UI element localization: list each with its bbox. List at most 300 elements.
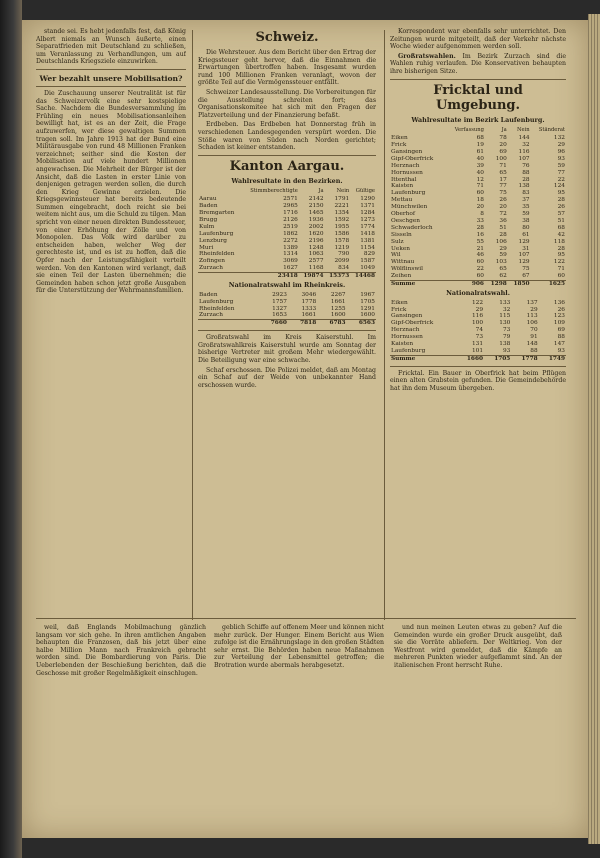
table-header-cell: Ja	[318, 188, 324, 195]
table-cell: Laufenburg	[199, 230, 234, 237]
table-cell: 123	[553, 313, 565, 320]
table-cell: Wölflinswil	[391, 266, 424, 273]
table-cell: 106	[526, 320, 538, 327]
table-cell: Ueken	[391, 245, 410, 252]
table-cell: 1154	[360, 244, 375, 251]
table-cell: 60	[476, 273, 484, 280]
page-edges	[588, 14, 600, 844]
article-heading-mobilisation: Wer bezahlt unsere Mobilisation?	[39, 73, 183, 83]
table-cell: Frick	[391, 141, 407, 148]
table-cell: 1620	[308, 230, 324, 237]
table-cell: 31	[522, 245, 530, 252]
table-cell: 1967	[360, 291, 375, 298]
table-cell: 59	[557, 162, 565, 169]
bottom-column-a	[36, 624, 206, 824]
column-left	[36, 28, 186, 622]
table-cell: 12	[476, 176, 484, 183]
table-cell: 28	[522, 176, 530, 183]
table-cell: 2196	[308, 237, 324, 244]
results-table-rheinkreis	[198, 292, 376, 328]
table-cell: 1290	[360, 196, 375, 203]
table-cell: 1627	[283, 265, 298, 272]
table-cell: 2002	[308, 223, 324, 230]
table-cell: 1248	[308, 244, 324, 251]
table-cell: Gansingen	[391, 148, 423, 155]
paragraph-erdbeben: Erdbeben. Das Erdbeben hat Donnerstag früh in verschiedenen Landesgegenden verspürt worden. Die Stöße waren von Süden nach Norden gerichtet; Schaden ist keiner entstanden.	[198, 121, 376, 152]
book-spine	[0, 0, 22, 858]
table-cell: 7660	[259, 320, 288, 327]
table-cell: 28	[476, 224, 484, 231]
table-cell: 23418	[241, 273, 298, 280]
table-cell: Laufenburg	[391, 190, 426, 197]
table-cell: 1757	[272, 298, 287, 305]
table-cell: 26	[499, 197, 507, 204]
table-cell: Hornussen	[391, 334, 423, 341]
table-cell: 2150	[308, 203, 324, 210]
table-cell: 1389	[283, 244, 298, 251]
table-subheading-bezirke: Wahlresultate in den Bezirken.	[231, 176, 343, 185]
table-cell: 7818	[288, 320, 317, 327]
table-cell: 1936	[308, 216, 324, 223]
table-row	[390, 197, 566, 204]
table-row	[390, 170, 566, 177]
table-cell: 2519	[283, 223, 298, 230]
table-cell: Herznach	[391, 162, 420, 169]
table-cell: Zurzach	[199, 312, 224, 319]
table-cell: 1168	[308, 265, 324, 272]
table-cell	[198, 273, 241, 280]
table-cell: 88	[522, 169, 530, 176]
table-cell: 79	[502, 334, 511, 341]
table-cell: 1273	[360, 216, 375, 223]
table-cell	[198, 320, 259, 327]
table-row	[198, 231, 376, 238]
table-header-cell: Ständerat	[538, 127, 565, 134]
table-row	[198, 203, 376, 210]
table-cell: Sulz	[391, 238, 404, 245]
table-cell: 138	[518, 183, 530, 190]
table-cell: 20	[499, 141, 507, 148]
table-cell: Eiken	[391, 299, 408, 306]
table-row	[390, 307, 566, 314]
table-cell: 118	[553, 238, 565, 245]
table-cell: 1578	[334, 237, 350, 244]
table-row	[390, 252, 566, 259]
table-cell: 68	[476, 135, 484, 142]
table-cell: 129	[518, 238, 530, 245]
bottom-column-c	[394, 624, 562, 824]
table-cell: Hornussen	[391, 169, 423, 176]
table-cell: 3069	[283, 258, 298, 265]
table-row	[390, 239, 566, 246]
table-cell: 21	[476, 245, 484, 252]
section-heading-schweiz: Schweiz.	[255, 30, 319, 45]
table-cell: 132	[553, 135, 565, 142]
table-cell: 35	[522, 204, 530, 211]
table-subheading-laufenburg: Wahlresultate im Bezirk Laufenburg.	[411, 115, 545, 124]
table-cell: 1586	[334, 230, 350, 237]
table-row	[390, 149, 566, 156]
table-row	[198, 245, 376, 252]
paragraph-landesausstellung: Schweizer Landesausstellung. Die Vorbereitungen für die Ausstellung schreiten fort; das Organisationskomitee hat sich mit den Fragen der Platzverteilung und der Finanzierung befaßt.	[198, 88, 376, 119]
table-row	[390, 225, 566, 232]
table-row	[198, 292, 376, 299]
table-cell: 144	[518, 135, 530, 142]
table-cell: Rheinfelden	[199, 305, 235, 312]
table-cell: 26	[557, 204, 565, 211]
table-cell: 1600	[360, 312, 375, 319]
table-cell: 26	[557, 306, 565, 313]
table-cell: 2142	[308, 196, 324, 203]
table-cell: 834	[338, 265, 350, 272]
table-cell: 130	[499, 320, 511, 327]
table-cell: 17	[499, 176, 507, 183]
table-row	[390, 259, 566, 266]
table-cell: 1778	[301, 298, 317, 305]
table-cell: Aarau	[199, 196, 217, 203]
table-row	[390, 300, 566, 307]
table-cell: 46	[476, 252, 484, 259]
table-cell: 1661	[301, 312, 317, 319]
note-grossratswahlen	[390, 53, 566, 76]
table-cell: Sisseln	[391, 231, 412, 238]
note-heading: Großratswahlen.	[398, 52, 456, 60]
table-cell: 69	[499, 148, 507, 155]
table-header-cell: Gültige	[355, 188, 375, 195]
table-cell: 65	[499, 169, 507, 176]
table-cell: 1592	[334, 216, 350, 223]
table-cell: 2126	[283, 216, 298, 223]
table-row	[390, 163, 566, 170]
table-header-cell: Nein	[336, 188, 350, 195]
table-cell: 1850	[508, 281, 531, 288]
paragraph-wehrsteuer: Die Wehrsteuer. Aus dem Bericht über den Ertrag der Kriegssteuer geht hervor, daß die Einnahmen die Erwartungen übertroffen haben. Insgesamt wurden rund 100 Millionen Franken veranlagt, wovon der größte Teil auf die Vermögenssteuer entfällt.	[198, 49, 376, 87]
table-cell: 69	[557, 327, 565, 334]
table-cell: 14468	[350, 273, 376, 280]
table-cell: 22	[557, 176, 565, 183]
table-cell: 1381	[360, 237, 375, 244]
table-header-cell	[390, 126, 446, 135]
table-cell: 906	[446, 281, 485, 288]
table-cell: 2221	[334, 203, 350, 210]
table-cell: 137	[526, 299, 538, 306]
table-cell: 1749	[539, 355, 566, 362]
table-cell: 83	[522, 190, 530, 197]
table-cell: 129	[518, 259, 530, 266]
table-cell: 2099	[334, 258, 350, 265]
table-cell: Frick	[391, 306, 407, 313]
bottom-text-a: weil, daß Englands Mobilmachung gänzlich langsam vor sich gehe. In ihren amtlichen Angaben behaupten die Franzosen, daß bis jetzt über eine halbe Million Mann nach Frankreich gebracht worden sind. Die Bombardierung von Paris. Die Ueberlebenden der Beschießung berichten, daß die Geschosse mit großer Regelmäßigkeit einschlugen.	[36, 624, 206, 677]
table-cell: 77	[557, 169, 565, 176]
table-cell: 1862	[283, 230, 298, 237]
table-cell: 32	[522, 141, 530, 148]
table-cell: 6783	[317, 320, 346, 327]
table-cell: 93	[557, 155, 565, 162]
table-cell: 116	[518, 148, 530, 155]
table-subheading-nationalrat: Nationalratswahl.	[446, 289, 510, 297]
table-cell: 38	[522, 217, 530, 224]
section-divider	[36, 618, 576, 619]
table-cell: 91	[530, 334, 538, 341]
table-cell: 68	[557, 224, 565, 231]
results-table-nationalrat	[390, 300, 566, 363]
table-cell: 2267	[330, 291, 346, 298]
table-cell: 829	[363, 251, 375, 258]
table-cell: 116	[471, 313, 484, 320]
table-cell: 1661	[330, 298, 346, 305]
table-cell: 1291	[360, 305, 375, 312]
table-cell: Oeschgen	[391, 217, 421, 224]
table-cell: 62	[499, 273, 507, 280]
table-row	[390, 190, 566, 197]
table-cell: Oberhof	[391, 211, 416, 218]
table-cell: 1465	[308, 210, 324, 217]
table-cell: 72	[499, 211, 507, 218]
table-cell: 28	[499, 231, 507, 238]
table-row	[390, 273, 566, 280]
table-cell: Bremgarten	[199, 210, 235, 217]
table-cell: 1063	[308, 251, 324, 258]
table-cell: Rheinfelden	[199, 251, 235, 258]
table-cell: 19	[476, 141, 484, 148]
table-cell: 57	[557, 211, 565, 218]
table-cell: 51	[557, 217, 565, 224]
table-cell: 107	[518, 252, 530, 259]
table-cell: 131	[471, 341, 484, 348]
table-cell: 67	[522, 273, 530, 280]
table-cell: 1371	[360, 203, 375, 210]
table-row	[390, 135, 566, 142]
table-cell: 16	[476, 231, 484, 238]
table-row	[390, 183, 566, 190]
table-cell: 28	[557, 197, 565, 204]
table-total-row	[198, 273, 376, 280]
table-cell: 32	[502, 306, 511, 313]
table-row	[390, 334, 566, 341]
table-cell: 122	[471, 299, 484, 306]
table-row	[198, 258, 376, 265]
table-row	[390, 204, 566, 211]
table-cell: 136	[553, 299, 565, 306]
table-total-row	[390, 355, 566, 362]
table-cell: 1255	[330, 305, 346, 312]
table-row	[390, 313, 566, 320]
table-cell: Eiken	[391, 135, 408, 142]
table-cell: 88	[557, 334, 565, 341]
table-cell: 106	[495, 238, 507, 245]
table-row	[390, 327, 566, 334]
table-cell: 71	[499, 162, 507, 169]
table-cell: Muri	[199, 244, 214, 251]
table-cell: 74	[475, 327, 484, 334]
table-row	[390, 156, 566, 163]
table-cell: 1705	[360, 298, 375, 305]
table-cell: 22	[476, 266, 484, 273]
table-total-row	[390, 281, 566, 288]
table-cell: 100	[471, 320, 484, 327]
table-cell: Kaisten	[391, 183, 414, 190]
table-cell: 71	[476, 183, 484, 190]
table-cell: 60	[476, 190, 484, 197]
table-cell: 42	[557, 231, 565, 238]
table-header-cell: Stimmberechtigte	[250, 188, 298, 195]
table-cell: 1049	[360, 265, 375, 272]
table-cell: 73	[502, 327, 511, 334]
table-cell: 107	[518, 155, 530, 162]
table-cell: 15373	[325, 273, 351, 280]
column-right-intro: Korrespondent war ebenfalls sehr unterrichtet. Den Zeitungen wurde mitgeteilt, daß der Verkehr nächste Woche wieder aufgenommen werden soll.	[390, 28, 566, 51]
table-row	[198, 217, 376, 224]
table-cell: 109	[553, 320, 565, 327]
table-cell: Kulm	[199, 223, 215, 230]
paragraph-grossratswahl: Großratswahl im Kreis Kaiserstuhl. Im Großratswahlkreis Kaiserstuhl wurde am Sonntag der bisherige Vertreter mit großem Mehr wiedergewählt. Die Beteiligung war eine schwache.	[198, 334, 376, 364]
table-cell: Gipf-Oberfrick	[391, 155, 434, 162]
table-cell: 1354	[334, 210, 350, 217]
table-row	[198, 196, 376, 203]
table-cell: 100	[495, 155, 507, 162]
table-cell: 1660	[457, 355, 484, 362]
table-cell: Baden	[199, 291, 218, 298]
table-cell: 2571	[283, 196, 298, 203]
table-cell: 29	[530, 306, 538, 313]
table-cell: Brugg	[199, 216, 218, 223]
table-cell: 1774	[360, 223, 375, 230]
table-cell: 1327	[272, 305, 287, 312]
table-cell: 1219	[334, 244, 350, 251]
note-text: Im Bezirk Zurzach sind die Wahlen ruhig verlaufen. Die Konservativen behaupten ihre bisherigen Sitze.	[390, 52, 566, 75]
results-table-laufenburg	[390, 126, 566, 288]
table-cell: Lenzburg	[199, 237, 227, 244]
table-cell: 29	[475, 306, 484, 313]
table-cell: 1653	[272, 312, 287, 319]
table-cell: 73	[475, 334, 484, 341]
table-cell: 6563	[347, 320, 376, 327]
table-row	[390, 341, 566, 348]
table-cell: 1716	[283, 210, 298, 217]
column-divider	[192, 30, 193, 620]
table-cell: 790	[338, 251, 350, 258]
table-cell: 2577	[308, 258, 324, 265]
table-cell: Wil	[391, 252, 401, 259]
table-cell: 18	[476, 197, 484, 204]
table-cell: 95	[557, 252, 565, 259]
table-cell: 75	[499, 190, 507, 197]
table-cell: Ittenthal	[391, 176, 417, 183]
table-row	[390, 246, 566, 253]
table-cell: 80	[522, 224, 530, 231]
section-heading-fricktal: Fricktal und Umgebung.	[433, 82, 523, 113]
column-middle	[198, 28, 376, 622]
table-cell: Herznach	[391, 327, 420, 334]
table-row	[390, 232, 566, 239]
table-cell: 1778	[511, 355, 538, 362]
table-cell: 20	[476, 204, 484, 211]
table-cell: 113	[526, 313, 538, 320]
table-cell: Gansingen	[391, 313, 423, 320]
table-cell: 1625	[531, 281, 566, 288]
table-cell: Baden	[199, 203, 218, 210]
table-cell: Summe	[390, 281, 446, 288]
table-cell: 29	[557, 141, 565, 148]
table-header-cell	[198, 187, 241, 196]
table-total-row	[198, 320, 376, 327]
table-row	[198, 210, 376, 217]
article-body-mobilisation: Die Zuschauung unserer Neutralität ist für das Schweizervolk eine sehr kostspielige Sache. Nachdem die Bundesversammlung im Frühling ein neues Mobilisationsanleihen bewilligt hat, ist es an der Zeit, die Frage aufzuwerfen, wer diese gewaltigen Summen tragen soll. Im Jahre 1913 hat der Bund eine Militärausgabe von rund 48 Millionen Franken verzeichnet; seither sind die Kosten der Mobilisation auf viele hundert Millionen angewachsen. Die Mehrheit der Bürger ist der Ansicht, daß die Lasten in erster Linie von denjenigen getragen werden sollen, die durch den Krieg Gewinne erzielen. Die Kriegsgewinnsteuer hat bereits bedeutende Summen eingebracht, doch reicht sie bei weitem nicht aus, um die Schuld zu tilgen. Man spricht von einer neuen direkten Bundessteuer, von einer Erhöhung der Zölle und von Monopolen. Das Volk wird darüber zu entscheiden haben, welcher Weg der gerechteste ist, und es ist zu hoffen, daß die Opfer nach der Leistungsfähigkeit verteilt werden. Von den Kantonen wird verlangt, daß sie einen Teil der Lasten übernehmen; die Gemeinden haben schon jetzt große Ausgaben für die Unterstützung der Wehrmannsfamilien.	[36, 89, 186, 295]
table-cell: 65	[499, 266, 507, 273]
bottom-text-b: geblich Schiffe auf offenem Meer und können nicht mehr zurück. Der Hunger. Einem Bericht aus Wien zufolge ist die Ernährungslage in den großen Städten sehr ernst. Die Behörden haben neue Maßnahmen zur Verteilung der Lebensmittel getroffen; die Brotration wurde abermals herabgesetzt.	[214, 624, 384, 669]
table-cell: 39	[476, 162, 484, 169]
table-row	[390, 320, 566, 327]
table-row	[390, 177, 566, 184]
table-cell: Zofingen	[199, 258, 225, 265]
table-cell: 76	[522, 162, 530, 169]
table-cell: 77	[499, 183, 507, 190]
table-cell: 61	[476, 148, 484, 155]
table-subheading-rheinkreis: Nationalratswahl im Rheinkreis.	[228, 281, 346, 290]
table-row	[198, 299, 376, 306]
table-row	[198, 312, 376, 319]
table-cell: 61	[522, 231, 530, 238]
table-cell: 1791	[334, 196, 350, 203]
paragraph-fricktal: Fricktal. Ein Bauer in Oberfrick hat beim Pflügen einen alten Grabstein gefunden. Die Gemeindebehörde hat ihn dem Museum übergeben.	[390, 369, 566, 392]
table-cell: 75	[522, 266, 530, 273]
table-cell: 88	[530, 347, 538, 354]
table-cell: 3046	[301, 291, 317, 298]
results-table-bezirke	[198, 187, 376, 280]
table-cell: 96	[557, 148, 565, 155]
column-divider	[384, 30, 385, 620]
table-cell: 28	[557, 245, 565, 252]
table-cell: 78	[499, 135, 507, 142]
column-right	[390, 28, 566, 622]
table-cell: 1705	[484, 355, 511, 362]
table-cell: 1418	[360, 230, 375, 237]
table-cell: 59	[499, 252, 507, 259]
table-row	[198, 224, 376, 231]
table-cell: Schwaderloch	[391, 224, 433, 231]
table-header-cell: Ja	[501, 127, 507, 134]
table-cell: 115	[499, 313, 511, 320]
newspaper-page	[22, 20, 588, 838]
table-cell: Gipf-Oberfrick	[391, 320, 434, 327]
table-cell: 8	[480, 211, 484, 218]
table-cell: Zeihen	[391, 273, 412, 280]
table-cell: 1587	[360, 258, 375, 265]
table-cell: 1600	[330, 312, 346, 319]
table-cell: 40	[476, 155, 484, 162]
table-cell: 33	[476, 217, 484, 224]
table-cell: 133	[499, 299, 511, 306]
table-cell: 2923	[272, 291, 287, 298]
table-row	[390, 142, 566, 149]
table-cell: 55	[476, 238, 484, 245]
table-cell: 20	[499, 204, 507, 211]
table-cell: Summe	[390, 355, 457, 362]
table-cell: Zurzach	[199, 265, 224, 272]
table-cell: 2965	[283, 203, 298, 210]
table-row	[198, 306, 376, 313]
table-cell: 29	[499, 245, 507, 252]
paragraph-schaf: Schaf erschossen. Die Polizei meldet, daß am Montag ein Schaf auf der Weide von unbekannter Hand erschossen wurde.	[198, 366, 376, 389]
table-row	[198, 251, 376, 258]
table-cell: 101	[471, 347, 484, 354]
table-cell: 36	[499, 217, 507, 224]
table-cell: 138	[499, 341, 511, 348]
table-cell: 19874	[299, 273, 325, 280]
table-cell: 1333	[301, 305, 317, 312]
table-cell: 148	[526, 341, 538, 348]
table-cell: Kaisten	[391, 341, 414, 348]
